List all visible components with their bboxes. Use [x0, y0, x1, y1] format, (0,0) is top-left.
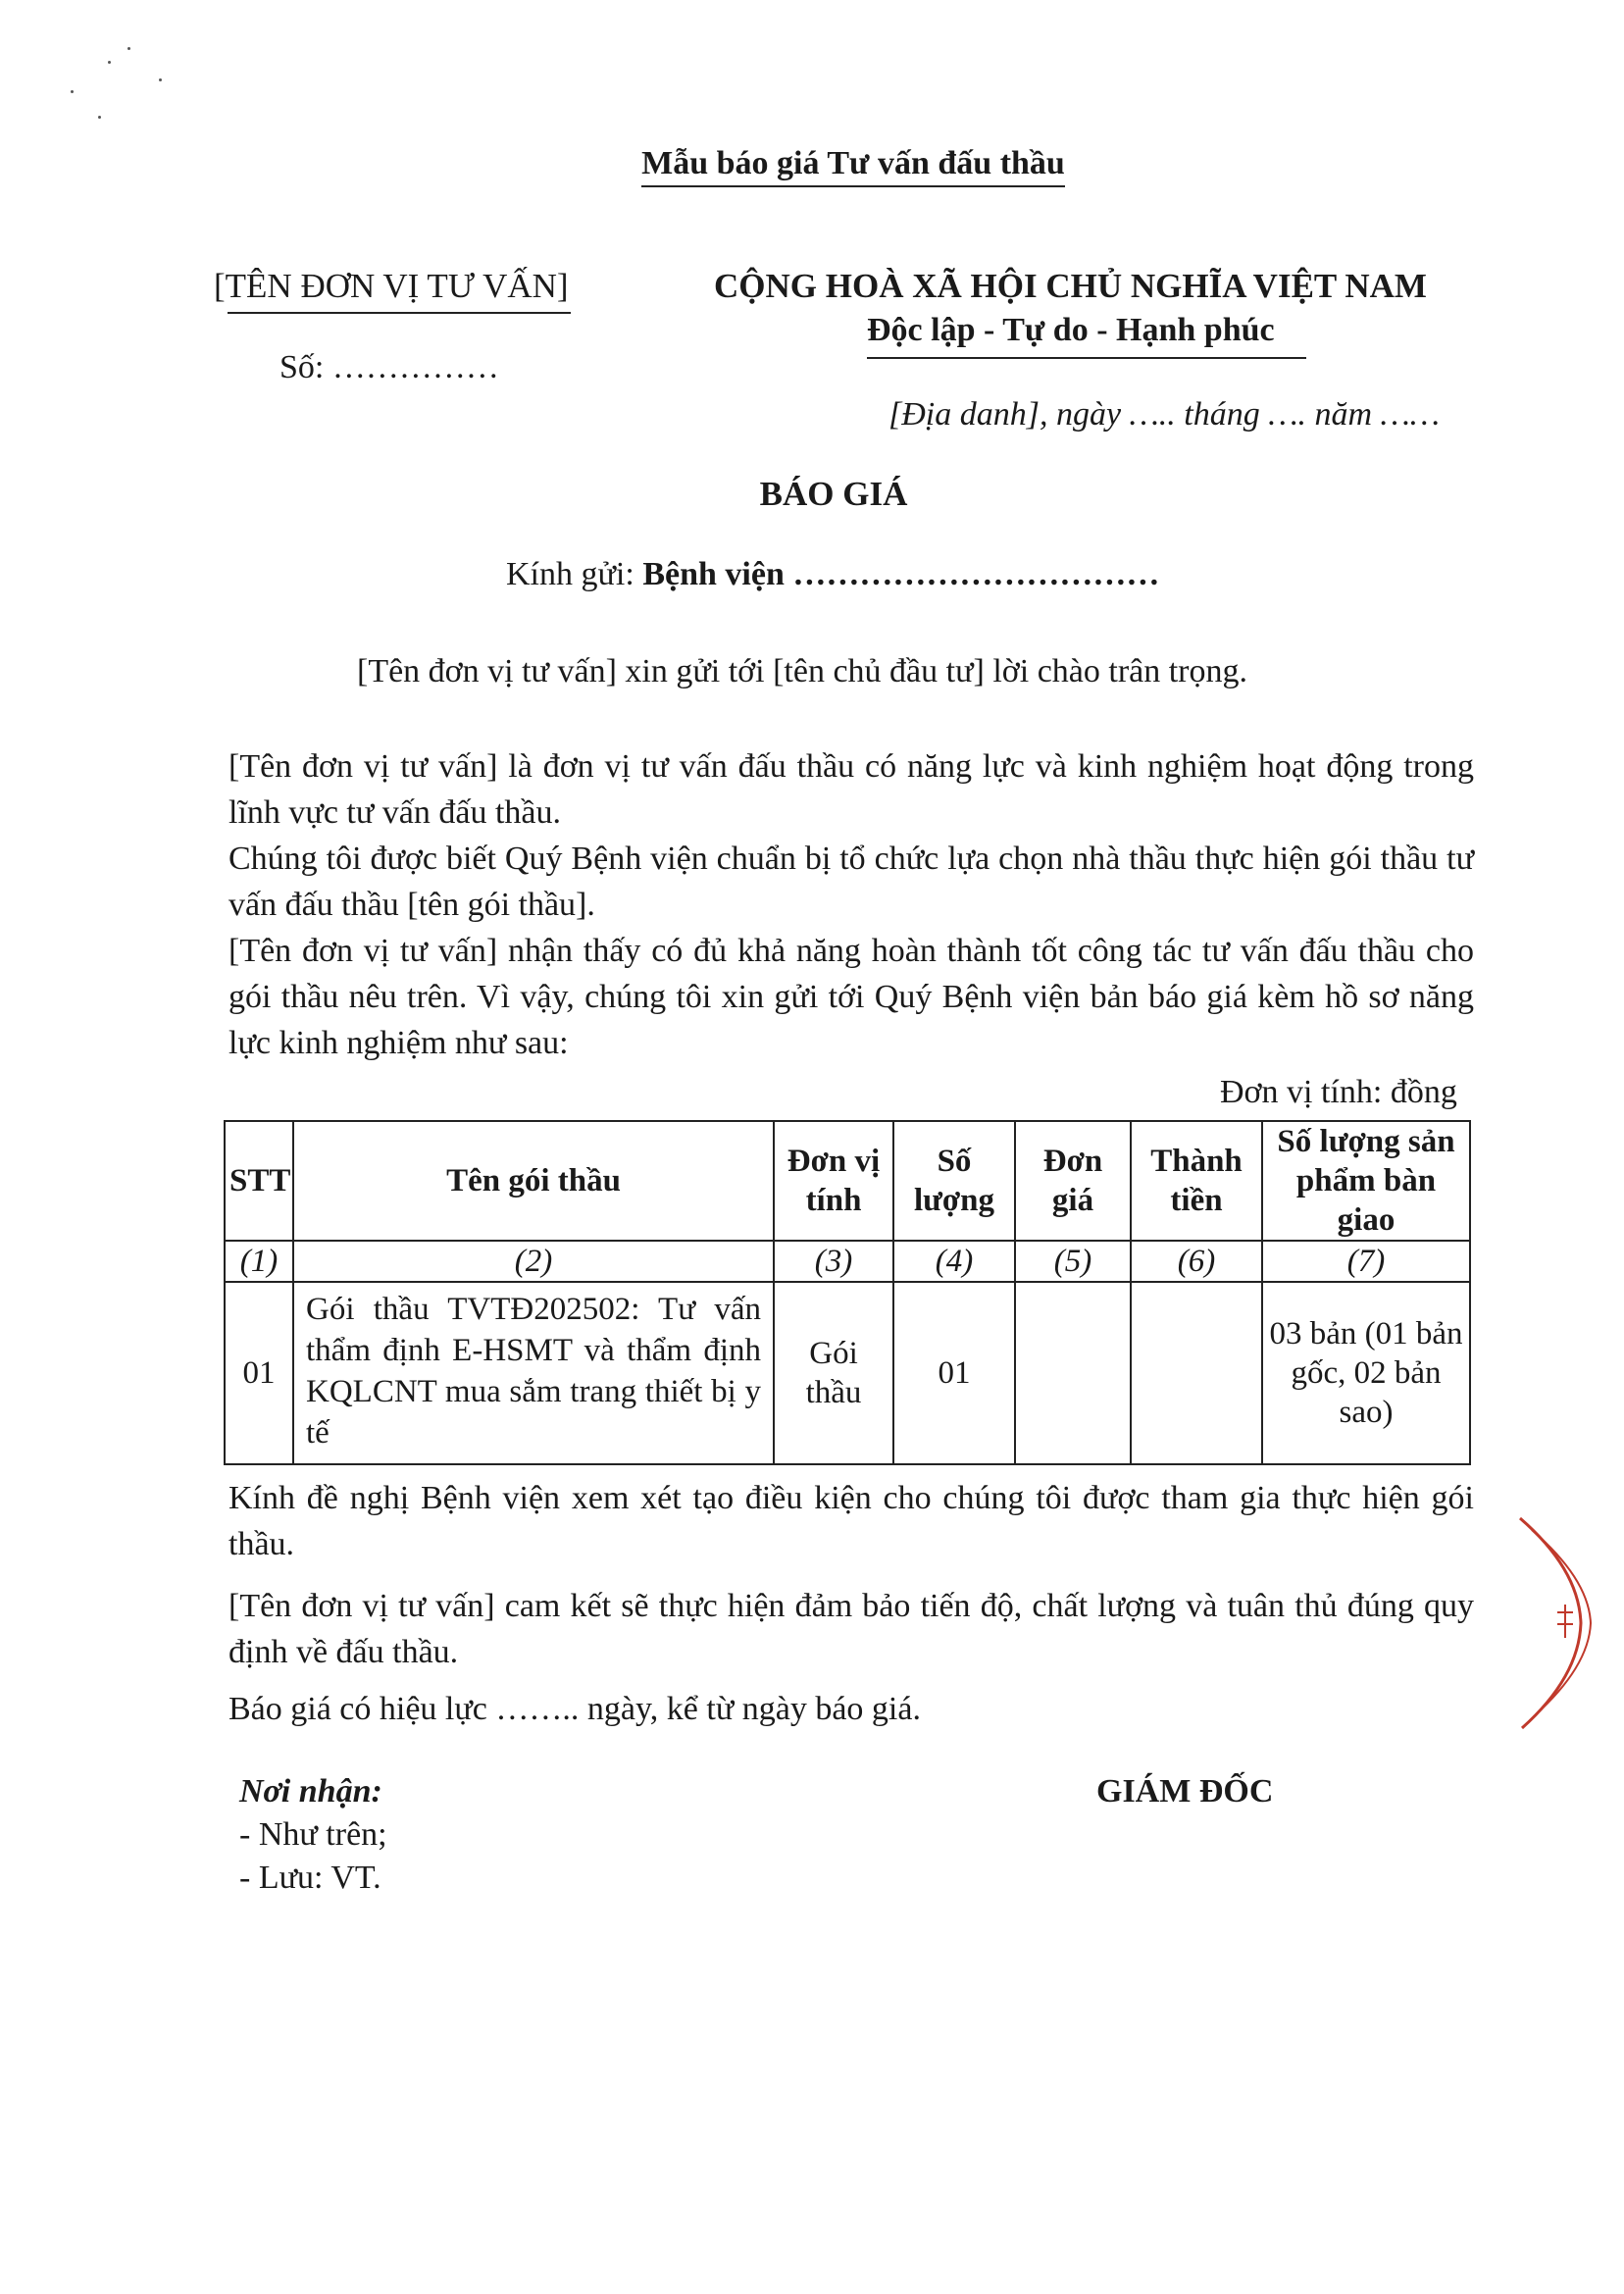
unit-note: Đơn vị tính: đồng: [1220, 1074, 1457, 1110]
recipient-item: - Lưu: VT.: [239, 1860, 381, 1896]
cell-unit-price: [1015, 1282, 1131, 1464]
closing-paragraph: Kính đề nghị Bệnh viện xem xét tạo điều kiện cho chúng tôi được tham gia thực hiện gói thầu.: [228, 1480, 1474, 1562]
org-name-underline: [228, 312, 571, 314]
table-index-row: [225, 1241, 1470, 1282]
table-row: [225, 1282, 1470, 1464]
scan-speck: [159, 78, 162, 81]
cell-stt: 01: [225, 1282, 293, 1464]
body-paragraph: Chúng tôi được biết Quý Bệnh viện chuẩn bị tổ chức lựa chọn nhà thầu thực hiện gói thầu tư vấn đấu thầu [tên gói thầu].: [228, 841, 1474, 923]
doc-number: Số: ……………: [279, 349, 499, 385]
document-title: BÁO GIÁ: [759, 475, 908, 513]
salutation-prefix: Kính gửi:: [506, 556, 643, 592]
column-header: STT: [225, 1121, 293, 1241]
column-index: (7): [1262, 1241, 1470, 1282]
column-header: Thành tiền: [1131, 1121, 1262, 1241]
cell-amount: [1131, 1282, 1262, 1464]
place-date: [Địa danh], ngày ….. tháng …. năm ……: [888, 396, 1440, 433]
recipient-item: - Như trên;: [239, 1816, 387, 1853]
cell-unit: Gói thầu: [774, 1282, 893, 1464]
column-index: (2): [293, 1241, 774, 1282]
template-title: [0, 145, 1624, 182]
cell-package: Gói thầu TVTĐ202502: Tư vấn thẩm định E-HSMT và thẩm định KQLCNT mua sắm trang thiết bị y tế: [293, 1282, 774, 1464]
body-paragraph: [Tên đơn vị tư vấn] là đơn vị tư vấn đấu thầu có năng lực và kinh nghiệm hoạt động trong lĩnh vực tư vấn đấu thầu.: [228, 748, 1474, 831]
column-index: (6): [1131, 1241, 1262, 1282]
column-header: Số lượng: [893, 1121, 1015, 1241]
scan-speck: [127, 47, 130, 50]
salutation-recipient: Bệnh viện ……………………………: [642, 556, 1160, 592]
column-header: Đơn giá: [1015, 1121, 1131, 1241]
cell-quantity: 01: [893, 1282, 1015, 1464]
validity-note: Báo giá có hiệu lực …….. ngày, kể từ ngày báo giá.: [228, 1691, 921, 1727]
scan-speck: [108, 61, 111, 64]
template-title-text: Mẫu báo giá Tư vấn đấu thầu: [641, 145, 1065, 187]
motto: Độc lập - Tự do - Hạnh phúc: [867, 312, 1275, 348]
recipients-title: Nơi nhận:: [239, 1773, 382, 1810]
column-header: Số lượng sản phẩm bàn giao: [1262, 1121, 1470, 1241]
greeting: [Tên đơn vị tư vấn] xin gửi tới [tên chủ đầu tư] lời chào trân trọng.: [357, 653, 1248, 689]
seal-stamp-icon: [1510, 1510, 1599, 1736]
country-heading: CỘNG HOÀ XÃ HỘI CHỦ NGHĨA VIỆT NAM: [714, 267, 1427, 305]
bid-table: [224, 1120, 1471, 1465]
scan-speck: [71, 90, 74, 93]
closing-paragraph: [Tên đơn vị tư vấn] cam kết sẽ thực hiện đảm bảo tiến độ, chất lượng và tuân thủ đúng quy định về đấu thầu.: [228, 1588, 1474, 1670]
scan-speck: [98, 116, 101, 119]
org-name: [TÊN ĐƠN VỊ TƯ VẤN]: [214, 267, 569, 305]
column-header: Tên gói thầu: [293, 1121, 774, 1241]
column-index: (4): [893, 1241, 1015, 1282]
column-index: (3): [774, 1241, 893, 1282]
signer-title: GIÁM ĐỐC: [1096, 1773, 1274, 1810]
body-paragraph: [Tên đơn vị tư vấn] nhận thấy có đủ khả năng hoàn thành tốt công tác tư vấn đấu thầu cho gói thầu nêu trên. Vì vậy, chúng tôi xin gửi tới Quý Bệnh viện bản báo giá kèm hồ sơ năng lực kinh nghiệm như sau:: [228, 933, 1474, 1061]
column-header: Đơn vị tính: [774, 1121, 893, 1241]
table-header-row: [225, 1121, 1470, 1241]
column-index: (5): [1015, 1241, 1131, 1282]
column-index: (1): [225, 1241, 293, 1282]
cell-deliverables: 03 bản (01 bản gốc, 02 bản sao): [1262, 1282, 1470, 1464]
salutation: [506, 556, 1159, 593]
motto-underline: [867, 357, 1306, 359]
